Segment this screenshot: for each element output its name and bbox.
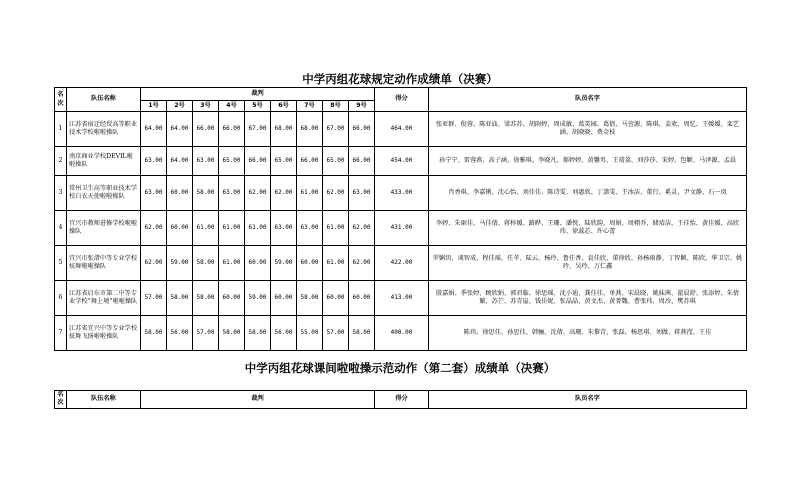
judge-score-cell: 65.00 <box>271 147 297 176</box>
judge-score-cell: 60.00 <box>349 281 375 316</box>
judge-score-cell: 61.00 <box>219 211 245 246</box>
rank-cell: 3 <box>55 176 67 211</box>
members-header: 队员名字 <box>429 391 747 409</box>
team-name-cell: 江苏省宜兴中等专业学校 炫舞飞扬啦啦操队 <box>67 316 141 351</box>
judge-score-cell: 63.00 <box>219 176 245 211</box>
judge-score-cell: 62.00 <box>349 246 375 281</box>
rank-cell: 7 <box>55 316 67 351</box>
total-score-cell: 413.00 <box>375 281 429 316</box>
judge-score-cell: 59.00 <box>245 281 271 316</box>
judge-score-cell: 65.00 <box>219 147 245 176</box>
judge-score-cell: 68.00 <box>297 112 323 147</box>
judge-score-cell: 63.00 <box>297 211 323 246</box>
judge-score-cell: 63.00 <box>271 211 297 246</box>
judge-score-cell: 60.00 <box>219 281 245 316</box>
team-name-cell: 南京商业学校DEVIL啦啦操队 <box>67 147 141 176</box>
judge-number-header: 1号 <box>141 101 167 112</box>
judge-score-cell: 61.00 <box>297 176 323 211</box>
judge-score-cell: 60.00 <box>271 281 297 316</box>
judge-number-header: 7号 <box>297 101 323 112</box>
rank-cell: 4 <box>55 211 67 246</box>
rank-cell: 1 <box>55 112 67 147</box>
judge-score-cell: 56.00 <box>271 316 297 351</box>
members-cell: 肖香琪、李嘉俐、沈心怡、刘佳佳、陈诗雯、刘惠欣、丁潇雯、王冰洁、董行、奚灵、尹文静、石一岚 <box>429 176 747 211</box>
members-cell: 李婷、朱琚佳、马佳倩、蒋梓媛、路晔、王珊、潘悦、陆欣韵、周娟、周栩乔、储靖洁、王佳怡、黄佳媛、高欣玮、徐蕊芯、许心蕾 <box>429 211 747 246</box>
judge-score-cell: 66.00 <box>219 112 245 147</box>
table-row <box>55 281 747 316</box>
judge-score-cell: 60.00 <box>297 246 323 281</box>
judge-score-cell: 61.00 <box>193 211 219 246</box>
members-cell: 孙宁宁、雷蓉燕、高子涵、徐雅琪、李晓凡、郝婷婷、黄馨男、王靖荔、刘莎莎、宋婷、包颖、马泽源、孟晨 <box>429 147 747 176</box>
judge-score-cell: 64.00 <box>141 112 167 147</box>
judge-score-cell: 58.00 <box>219 316 245 351</box>
judge-score-cell: 62.00 <box>141 246 167 281</box>
judge-score-cell: 63.00 <box>141 176 167 211</box>
table-row <box>55 112 747 147</box>
table2-title: 中学丙组花球课间啦啦操示范动作（第二套）成绩单（决赛） <box>244 361 556 375</box>
judge-score-cell: 58.00 <box>193 281 219 316</box>
judge-score-cell: 62.00 <box>245 176 271 211</box>
judge-score-cell: 59.00 <box>167 246 193 281</box>
rank-cell: 6 <box>55 281 67 316</box>
judge-score-cell: 59.00 <box>271 246 297 281</box>
judge-score-cell: 62.00 <box>349 211 375 246</box>
judge-score-cell: 61.00 <box>323 246 349 281</box>
table2 <box>54 390 747 409</box>
judge-score-cell: 62.00 <box>271 176 297 211</box>
members-cell: 陈玮、徐思佳、孙思佳、韩骊、沈倩、高珊、朱黎青、张磊、杨思琪、刘做、蒋燕滢、王佳 <box>429 316 747 351</box>
judge-number-header: 8号 <box>323 101 349 112</box>
judge-score-cell: 63.00 <box>349 176 375 211</box>
judge-score-cell: 66.00 <box>193 112 219 147</box>
judges-header: 裁判 <box>141 391 375 409</box>
judge-number-header: 4号 <box>219 101 245 112</box>
rank-cell: 2 <box>55 147 67 176</box>
judge-score-cell: 58.00 <box>245 316 271 351</box>
judge-score-cell: 63.00 <box>193 147 219 176</box>
team-name-cell: 宜兴市张渚中等专业学校 炫舞啦啦操队 <box>67 246 141 281</box>
judge-score-cell: 58.00 <box>141 316 167 351</box>
judge-score-cell: 61.00 <box>219 246 245 281</box>
members-cell: 罗婀玥、谈智成、程佳瑶、任苹、陆云、杨玲、鲁任香、袁佳欣、董徐欣、孙杨雨静、丁智颖、陈欣、华卫宗、姚玲、吴玲、万仁鑫 <box>429 246 747 281</box>
rank-header: 名次 <box>55 391 67 409</box>
judge-score-cell: 61.00 <box>245 211 271 246</box>
judge-score-cell: 56.00 <box>167 316 193 351</box>
rank-header: 名次 <box>55 88 67 112</box>
judge-score-cell: 55.00 <box>297 316 323 351</box>
team-header: 队伍名称 <box>67 391 141 409</box>
total-score-cell: 400.00 <box>375 316 429 351</box>
table-row <box>55 246 747 281</box>
judge-score-cell: 66.00 <box>349 112 375 147</box>
judge-number-header: 9号 <box>349 101 375 112</box>
judge-score-cell: 58.00 <box>349 316 375 351</box>
table1-title: 中学丙组花球规定动作成绩单（决赛） <box>302 72 498 86</box>
judge-score-cell: 66.00 <box>245 147 271 176</box>
judge-score-cell: 57.00 <box>193 316 219 351</box>
team-name-cell: 江苏省宿迁经贸高等职业技术学校啦啦操队 <box>67 112 141 147</box>
members-cell: 张亚群、倪蓉、陈亚庙、梁苏苏、胡雨婷、周成敏、葛笑园、葛倩、马萱源、陈琪、姜欢、周忆、王媛媛、栾艺涵、胡晓晓、费金枝 <box>429 112 747 147</box>
table1 <box>54 87 747 351</box>
team-header: 队伍名称 <box>67 88 141 112</box>
judge-score-cell: 61.00 <box>323 211 349 246</box>
judge-score-cell: 64.00 <box>167 147 193 176</box>
judge-score-cell: 66.00 <box>297 147 323 176</box>
judge-score-cell: 67.00 <box>245 112 271 147</box>
judge-score-cell: 67.00 <box>323 112 349 147</box>
judge-score-cell: 57.00 <box>141 281 167 316</box>
score-header: 得分 <box>375 88 429 112</box>
team-name-cell: 常州卫生高等职业技术学校白衣天使啦啦操队 <box>67 176 141 211</box>
judge-score-cell: 57.00 <box>323 316 349 351</box>
total-score-cell: 431.00 <box>375 211 429 246</box>
team-name-cell: 江苏省启东市第二中等专业学校“舞上境”啦啦操队 <box>67 281 141 316</box>
judge-number-header: 5号 <box>245 101 271 112</box>
score-header: 得分 <box>375 391 429 409</box>
judge-score-cell: 60.00 <box>167 176 193 211</box>
judge-score-cell: 58.00 <box>167 281 193 316</box>
judge-number-header: 3号 <box>193 101 219 112</box>
judge-score-cell: 58.00 <box>193 176 219 211</box>
judge-score-cell: 63.00 <box>141 147 167 176</box>
members-header: 队员名字 <box>429 88 747 112</box>
judge-score-cell: 58.00 <box>297 281 323 316</box>
total-score-cell: 433.00 <box>375 176 429 211</box>
team-name-cell: 宜兴市教师进修学校啦啦操队 <box>67 211 141 246</box>
judge-number-header: 2号 <box>167 101 193 112</box>
total-score-cell: 464.00 <box>375 112 429 147</box>
table-row <box>55 316 747 351</box>
judge-score-cell: 66.00 <box>349 147 375 176</box>
total-score-cell: 454.00 <box>375 147 429 176</box>
judge-score-cell: 62.00 <box>323 176 349 211</box>
judge-score-cell: 58.00 <box>193 246 219 281</box>
members-cell: 殷嘉娟、季张婷、顾欣娟、郭君临、徐思瑶、沈小迪、龚佳佳、单燕、宋晨晓、姚妹茜、翟晨舒、张添婷、朱倩繁、苏芒、苏青崖、钱佳妮、张晶晶、黄文杰、黄菁魏、曹张玮、周沙、樊苏琪 <box>429 281 747 316</box>
judges-header: 裁判 <box>141 88 375 101</box>
judge-score-cell: 60.00 <box>167 211 193 246</box>
judge-score-cell: 60.00 <box>323 281 349 316</box>
table-row <box>55 176 747 211</box>
table-row <box>55 211 747 246</box>
judge-score-cell: 62.00 <box>141 211 167 246</box>
table-row <box>55 147 747 176</box>
judge-score-cell: 68.00 <box>271 112 297 147</box>
judge-number-header: 6号 <box>271 101 297 112</box>
total-score-cell: 422.00 <box>375 246 429 281</box>
judge-score-cell: 65.00 <box>323 147 349 176</box>
judge-score-cell: 60.00 <box>245 246 271 281</box>
judge-score-cell: 64.00 <box>167 112 193 147</box>
rank-cell: 5 <box>55 246 67 281</box>
